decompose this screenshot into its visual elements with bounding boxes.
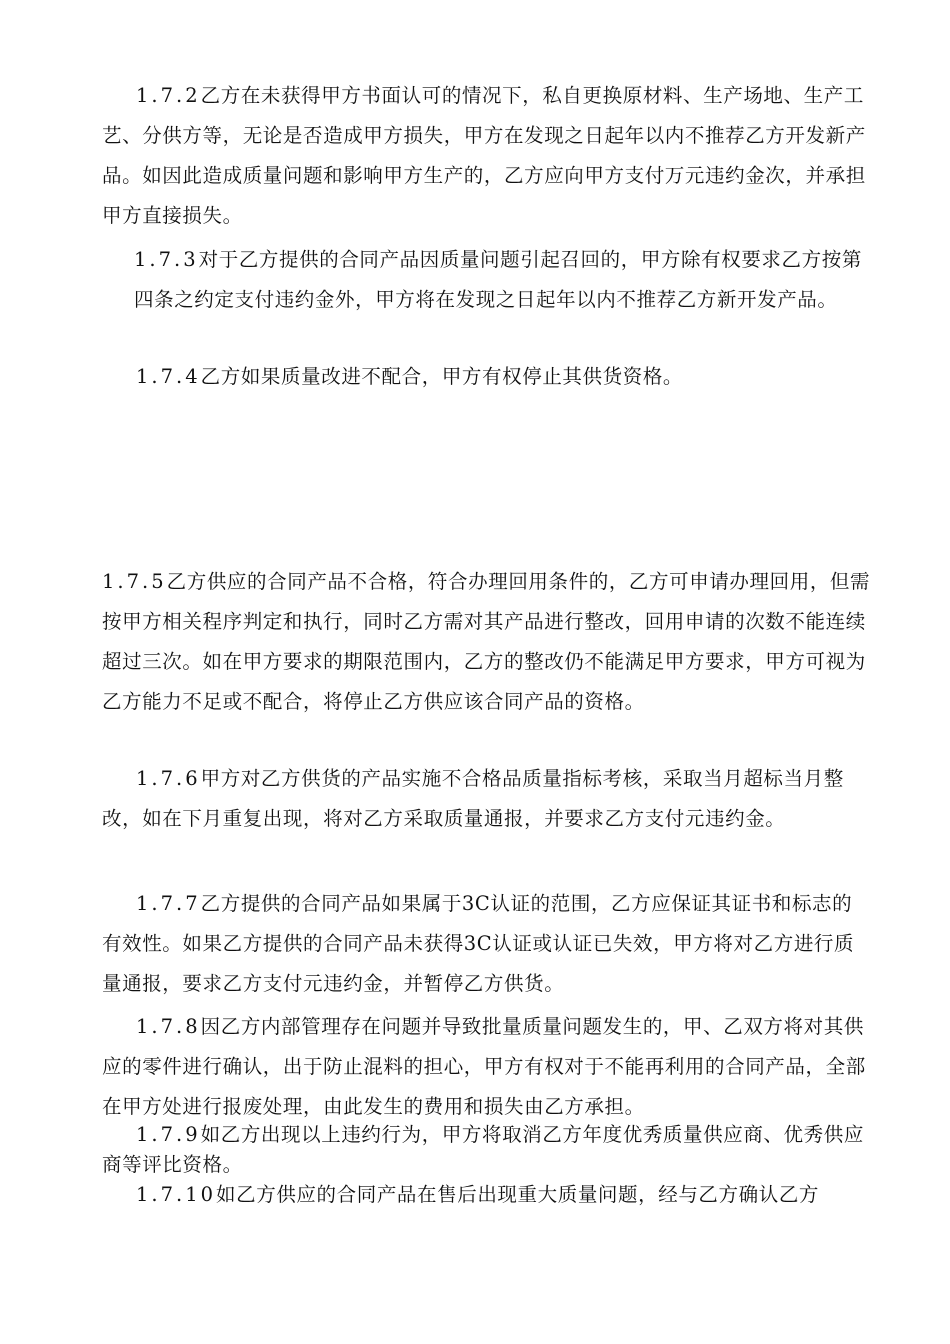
clause-1-7-2 bbox=[102, 76, 872, 236]
clause-1-7-8 bbox=[102, 1007, 872, 1127]
clause-number: 1.7.8 bbox=[136, 1015, 201, 1038]
clause-1-7-10 bbox=[102, 1180, 872, 1210]
clause-text: 甲方对乙方供货的产品实施不合格品质量指标考核，采取当月超标当月整改，如在下月重复出现，将对乙方采取质量通报，并要求乙方支付元违约金。 bbox=[102, 767, 844, 830]
clause-number: 1.7.5 bbox=[102, 570, 167, 593]
clause-1-7-9 bbox=[102, 1120, 872, 1180]
clause-1-7-4 bbox=[102, 357, 872, 397]
clause-number: 1.7.7 bbox=[136, 892, 201, 915]
clause-number: 1.7.9 bbox=[136, 1123, 201, 1146]
clause-text: 乙方如果质量改进不配合，甲方有权停止其供货资格。 bbox=[200, 365, 684, 388]
clause-text: 如乙方供应的合同产品在售后出现重大质量问题，经与乙方确认乙方 bbox=[216, 1183, 820, 1206]
clause-number: 1.7.2 bbox=[136, 84, 201, 107]
clause-1-7-7 bbox=[102, 884, 872, 1004]
clause-number: 1.7.10 bbox=[136, 1183, 217, 1206]
clause-text: 乙方提供的合同产品如果属于3C认证的范围，乙方应保证其证书和标志的有效性。如果乙方提供的合同产品未获得3C认证或认证已失效，甲方将对乙方进行质量通报，要求乙方支付元违约金，并暂停乙方供货。 bbox=[102, 892, 855, 995]
clause-1-7-3 bbox=[102, 240, 872, 320]
clause-text: 如乙方出现以上违约行为，甲方将取消乙方年度优秀质量供应商、优秀供应商等评比资格。 bbox=[102, 1123, 864, 1176]
clause-number: 1.7.3 bbox=[134, 248, 199, 271]
clause-1-7-6 bbox=[102, 759, 872, 839]
clause-text: 乙方供应的合同产品不合格，符合办理回用条件的，乙方可申请办理回用，但需按甲方相关程序判定和执行，同时乙方需对其产品进行整改，回用申请的次数不能连续超过三次。如在甲方要求的期限范围内，乙方的整改仍不能满足甲方要求，甲方可视为乙方能力不足或不配合，将停止乙方供应该合同产品的资格。 bbox=[102, 570, 871, 713]
clause-number: 1.7.4 bbox=[136, 365, 201, 388]
clause-1-7-5 bbox=[102, 562, 872, 722]
clause-text: 乙方在未获得甲方书面认可的情况下，私自更换原材料、生产场地、生产工艺、分供方等，无论是否造成甲方损失，甲方在发现之日起年以内不推荐乙方开发新产品。如因此造成质量问题和影响甲方生产的，乙方应向甲方支付万元违约金次，并承担甲方直接损失。 bbox=[102, 84, 866, 227]
clause-text: 因乙方内部管理存在问题并导致批量质量问题发生的，甲、乙双方将对其供应的零件进行确认，出于防止混料的担心，甲方有权对于不能再利用的合同产品，全部在甲方处进行报废处理，由此发生的费用和损失由乙方承担。 bbox=[102, 1015, 866, 1118]
clause-number: 1.7.6 bbox=[136, 767, 201, 790]
clause-text: 对于乙方提供的合同产品因质量问题引起召回的，甲方除有权要求乙方按第四条之约定支付违约金外，甲方将在发现之日起年以内不推荐乙方新开发产品。 bbox=[134, 248, 862, 311]
